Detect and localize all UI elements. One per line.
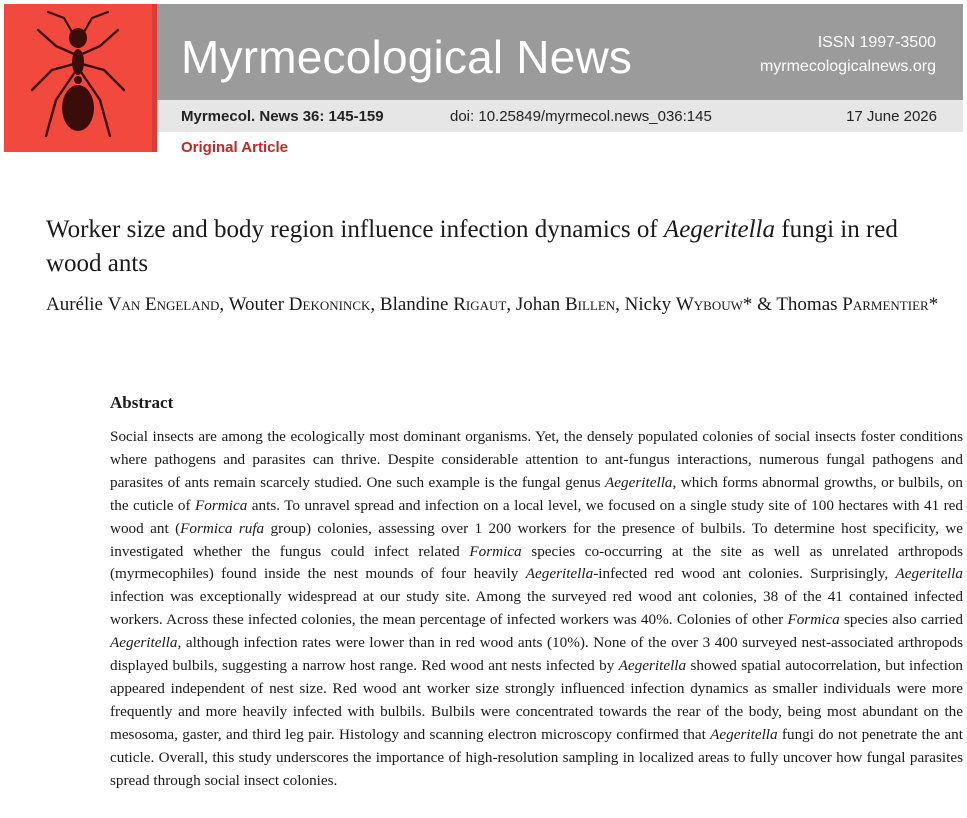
author-surname: Billen bbox=[564, 294, 616, 315]
abstract-taxon: Aegeritella bbox=[710, 725, 778, 743]
abstract-text: infection was exceptionally widespread at our study site. Among the surveyed red wood ant colonies, 38 of the 41 contained infected workers. Across these infected colonies, the mean percentage of infected workers was 40%. Colonies of other bbox=[110, 588, 963, 629]
title-text-end: fungi in red wood ants bbox=[46, 216, 898, 277]
abstract-body bbox=[110, 426, 963, 793]
author-text: Aurélie bbox=[46, 294, 108, 315]
journal-name: Myrmecological News bbox=[181, 31, 633, 83]
abstract-text: species co-occurring at the site as well as unrelated arthropods (myrmecophiles) found inside the nest mounds of four heavily bbox=[110, 542, 964, 583]
author-surname: Van Engeland bbox=[107, 294, 220, 315]
abstract-text: , although infection rates were lower than in red wood ants (10%). None of the over 3 400 surveyed nest-associated arthropods displayed bulbils, suggesting a narrow host range. Red wood ant nests infected by bbox=[110, 634, 963, 675]
author-surname: Rigaut bbox=[453, 294, 507, 315]
ant-icon bbox=[4, 4, 152, 152]
journal-website-link[interactable]: myrmecologicalnews.org bbox=[759, 58, 936, 75]
doi-link[interactable]: doi: 10.25849/myrmecol.news_036:145 bbox=[450, 108, 712, 125]
author-list bbox=[46, 292, 946, 317]
citation: Myrmecol. News 36: 145-159 bbox=[181, 108, 384, 125]
abstract-text: fungi do not penetrate the ant cuticle. Overall, this study underscores the importance of high-resolution sampling in localized areas to fully uncover how fungal parasites spread through social insect colonies. bbox=[110, 725, 963, 789]
abstract-text: Social insects are among the ecologically most dominant organisms. Yet, the densely populated colonies of social insects foster conditions where pathogens and parasites can thrive. Despite considerable attention to ant-fungus interactions, numerous fungal pathogens and parasites of ants remain scarcely studied. One such example is the fungal genus bbox=[110, 428, 963, 491]
author-text: * bbox=[928, 294, 939, 315]
abstract-text: group) colonies, assessing over 1 200 workers for the presence of bulbils. To determine host specificity, we investigated whether the fungus could infect related bbox=[110, 519, 963, 560]
author-text: , Johan bbox=[506, 294, 565, 315]
article-title bbox=[46, 213, 926, 281]
author-surname: Parmentier bbox=[842, 294, 929, 315]
author-text: , Nicky bbox=[615, 294, 676, 315]
author-surname: Wybouw bbox=[675, 294, 743, 315]
citation-bar bbox=[157, 100, 963, 132]
abstract-taxon: Aegeritella bbox=[525, 565, 594, 583]
author-surname: Dekoninck bbox=[288, 294, 371, 315]
publication-date: 17 June 2026 bbox=[846, 108, 937, 125]
abstract-text: ants. To unravel spread and infection on a local level, we focused on a single study site of 100 hectares with 41 red wood ant ( bbox=[110, 496, 964, 537]
abstract-taxon: Formica bbox=[195, 496, 248, 514]
abstract-text: , which forms abnormal growths, or bulbils, on the cuticle of bbox=[110, 473, 963, 514]
journal-banner bbox=[157, 4, 963, 100]
journal-logo bbox=[4, 4, 152, 152]
author-text: * & Thomas bbox=[742, 294, 843, 315]
abstract-taxon: Formica bbox=[469, 542, 522, 560]
abstract-text: showed spatial autocorrelation, but infection appeared independent of nest size. Red wood ant worker size strongly influenced infection dynamics as smaller individuals were more frequently and more heavily infected with bulbils. Bulbils were concentrated towards the rear of the body, being most abundant on the mesosoma, gaster, and third leg pair. Histology and scanning electron microscopy confirmed that bbox=[110, 657, 964, 743]
abstract-text: -infected red wood ant colonies. Surprisingly, bbox=[593, 565, 896, 583]
issn: ISSN 1997-3500 bbox=[817, 34, 936, 51]
abstract-taxon: Formica bbox=[787, 611, 840, 629]
abstract-text: species also carried bbox=[839, 611, 963, 629]
article-type: Original Article bbox=[181, 139, 288, 156]
abstract-taxon: Aegeritella bbox=[618, 657, 687, 675]
abstract-heading: Abstract bbox=[110, 393, 174, 412]
abstract-taxon: Formica rufa bbox=[180, 519, 265, 537]
abstract-taxon: Aegeritella bbox=[895, 565, 963, 583]
abstract-taxon: Aegeritella bbox=[110, 634, 178, 652]
author-text: , Wouter bbox=[219, 294, 289, 315]
abstract-taxon: Aegeritella bbox=[605, 473, 673, 491]
title-genus: Aegeritella bbox=[663, 216, 775, 243]
title-text: Worker size and body region influence infection dynamics of bbox=[46, 216, 664, 243]
author-text: , Blandine bbox=[370, 294, 454, 315]
